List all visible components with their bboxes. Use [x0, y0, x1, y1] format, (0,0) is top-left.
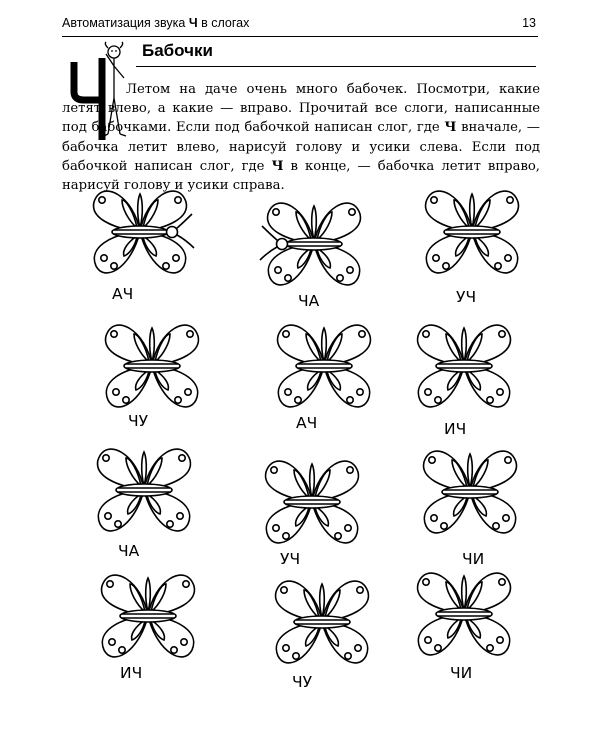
butterfly-item — [88, 188, 198, 316]
butterfly-item — [272, 322, 382, 450]
butterfly-icon — [418, 448, 522, 540]
butterfly-icon — [272, 322, 376, 414]
syllable-label: ЧУ — [292, 673, 313, 691]
butterfly-item — [96, 572, 206, 700]
butterfly-icon — [100, 322, 204, 414]
butterfly-icon — [260, 458, 364, 550]
butterfly-item — [260, 458, 370, 586]
syllable-label: ЧА — [118, 542, 140, 560]
syllable-label: ЧИ — [450, 664, 473, 682]
instructions: Летом на даче очень много бабочек. Посмотри, какие летят влево, а какие — вправо. Прочитай все слоги, написанные под бабочками. Если под бабочкой написан слог, где Ч вначале, — бабочка летит влево, нарисуй голову и усики слева. Если под бабочкой написан слог, где Ч в конце, — бабочка летит вправо, нарисуй голову и усики справа. — [62, 82, 540, 194]
butterfly-icon — [412, 322, 516, 414]
butterfly-icon — [88, 188, 192, 280]
butterfly-item — [100, 322, 210, 450]
syllable-label: ИЧ — [120, 664, 143, 682]
syllable-label: ИЧ — [444, 420, 467, 438]
butterfly-icon — [262, 200, 366, 292]
butterfly-icon — [270, 578, 374, 670]
syllable-label: УЧ — [456, 288, 477, 306]
syllable-label: АЧ — [112, 285, 134, 303]
butterfly-icon — [412, 570, 516, 662]
page-number: 13 — [522, 16, 536, 30]
syllable-label: ЧИ — [462, 550, 485, 568]
syllable-label: УЧ — [280, 550, 301, 568]
butterfly-item — [270, 578, 380, 706]
syllable-label: ЧУ — [128, 412, 149, 430]
header-title: Автоматизация звука Ч в слогах — [62, 16, 250, 30]
syllable-label: ЧА — [298, 292, 320, 310]
syllable-label: АЧ — [296, 414, 318, 432]
butterfly-icon — [420, 188, 524, 280]
butterfly-item — [412, 322, 522, 450]
butterfly-icon — [96, 572, 200, 664]
exercise-title: Бабочки — [142, 41, 213, 60]
butterfly-icon — [92, 446, 196, 538]
butterfly-item — [92, 446, 202, 574]
